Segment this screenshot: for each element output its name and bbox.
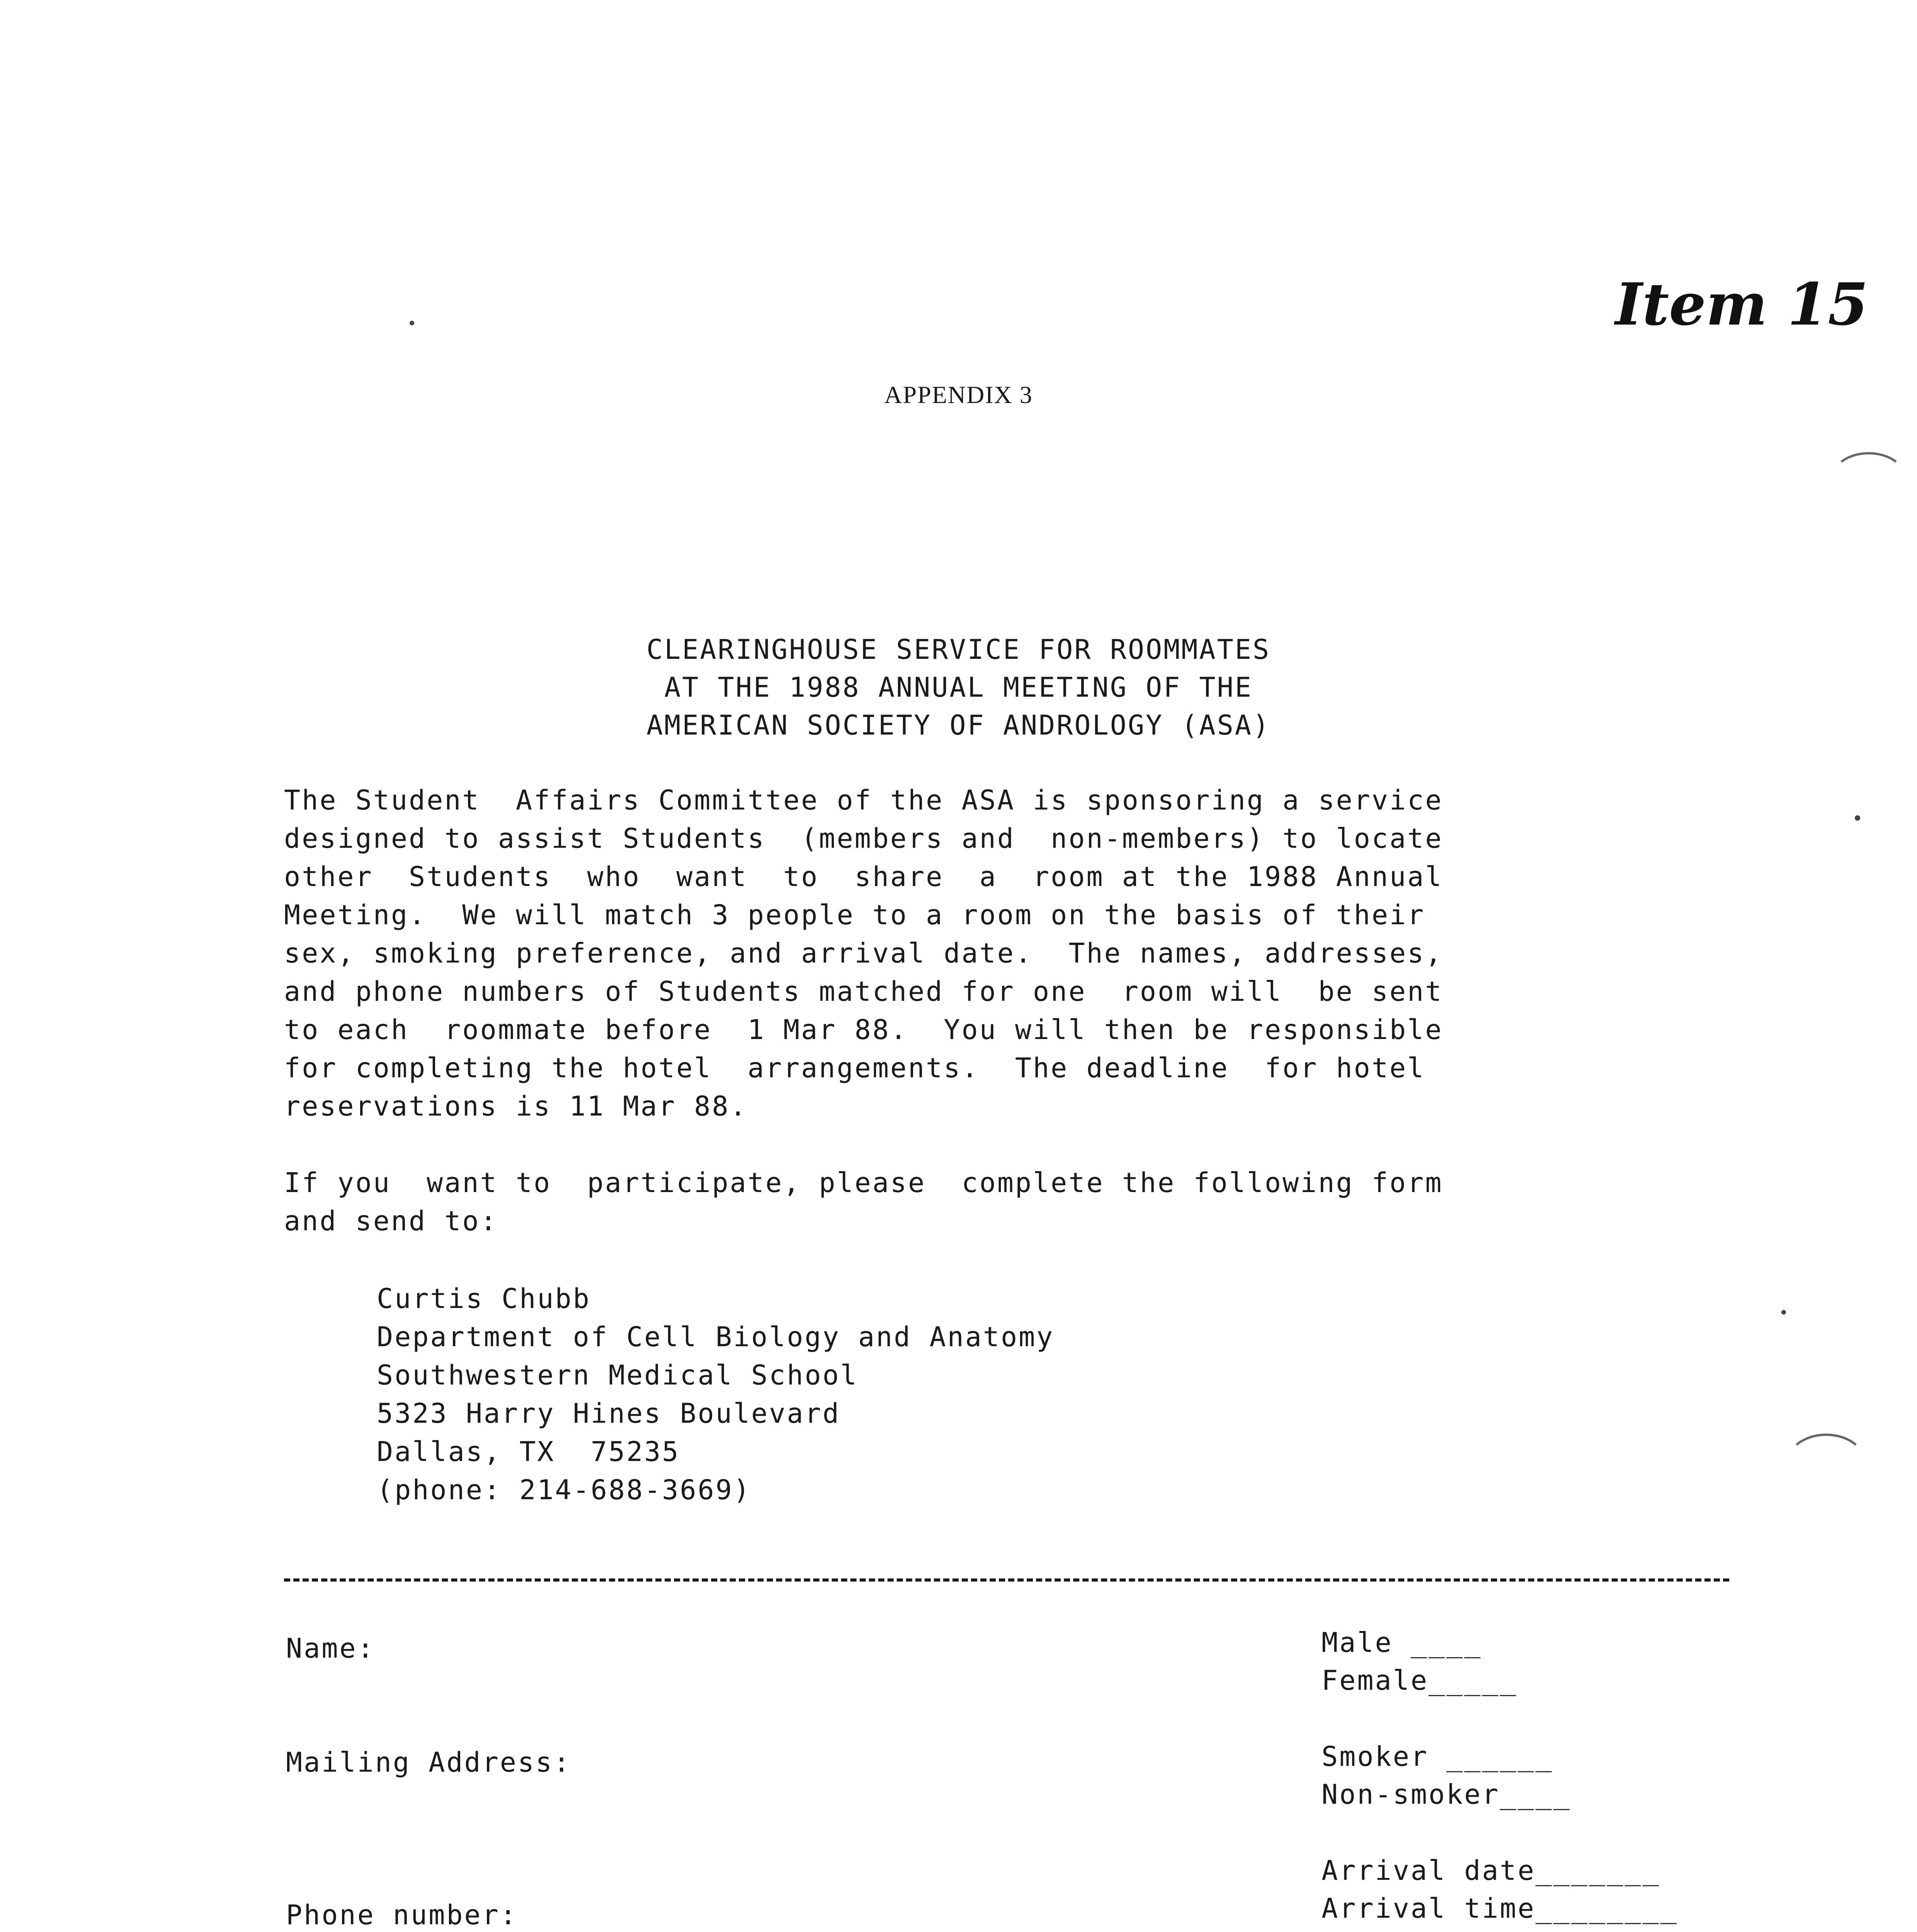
intro-line: Meeting. We will match 3 people to a room on the basis of their (284, 899, 1425, 931)
contact-phone: (phone: 214-688-3669) (377, 1474, 752, 1506)
mailing-address-label: Mailing Address: (286, 1747, 572, 1778)
smoker-field[interactable]: Smoker ______ (1322, 1741, 1553, 1772)
handwritten-item-note: Item 15 (1615, 270, 1868, 338)
phone-number-label: Phone number: (286, 1899, 518, 1931)
contact-name: Curtis Chubb (377, 1283, 591, 1315)
arrival-time-field[interactable]: Arrival time________ (1322, 1893, 1678, 1924)
heading-line-3: AMERICAN SOCIETY OF ANDROLOGY (ASA) (646, 709, 1271, 741)
scan-speck (1855, 815, 1860, 821)
hole-punch-arc (1785, 1434, 1867, 1496)
name-label: Name: (286, 1633, 375, 1664)
hole-punch-arc (1832, 452, 1906, 503)
intro-line: sex, smoking preference, and arrival date. The names, addresses, (284, 937, 1443, 969)
intro-line: for completing the hotel arrangements. The deadline for hotel (284, 1052, 1425, 1084)
heading-line-2: AT THE 1988 ANNUAL MEETING OF THE (664, 672, 1253, 703)
contact-street: 5323 Harry Hines Boulevard (377, 1398, 840, 1429)
non-smoker-field[interactable]: Non-smoker____ (1322, 1779, 1572, 1810)
form-top-cut-line (284, 1578, 1729, 1582)
intro-line: and phone numbers of Students matched for one room will be sent (284, 976, 1443, 1007)
intro-line: other Students who want to share a room at the 1988 Annual (284, 861, 1443, 893)
contact-city: Dallas, TX 75235 (377, 1436, 680, 1468)
arrival-date-field[interactable]: Arrival date_______ (1322, 1855, 1660, 1886)
participate-line: If you want to participate, please complete the following form (284, 1167, 1443, 1199)
male-field[interactable]: Male ____ (1322, 1627, 1482, 1658)
participate-line: and send to: (284, 1205, 498, 1237)
scan-speck (410, 321, 414, 325)
contact-department: Department of Cell Biology and Anatomy (377, 1321, 1055, 1353)
heading-line-1: CLEARINGHOUSE SERVICE FOR ROOMMATES (646, 634, 1271, 665)
intro-line: The Student Affairs Committee of the ASA is sponsoring a service (284, 784, 1443, 816)
female-field[interactable]: Female_____ (1322, 1665, 1518, 1696)
appendix-label: APPENDIX 3 (884, 381, 1033, 408)
contact-school: Southwestern Medical School (377, 1359, 858, 1391)
intro-line: to each roommate before 1 Mar 88. You will then be responsible (284, 1014, 1443, 1046)
scan-speck (1781, 1310, 1786, 1315)
intro-line: reservations is 11 Mar 88. (284, 1090, 748, 1122)
intro-line: designed to assist Students (members and non-members) to locate (284, 823, 1443, 854)
